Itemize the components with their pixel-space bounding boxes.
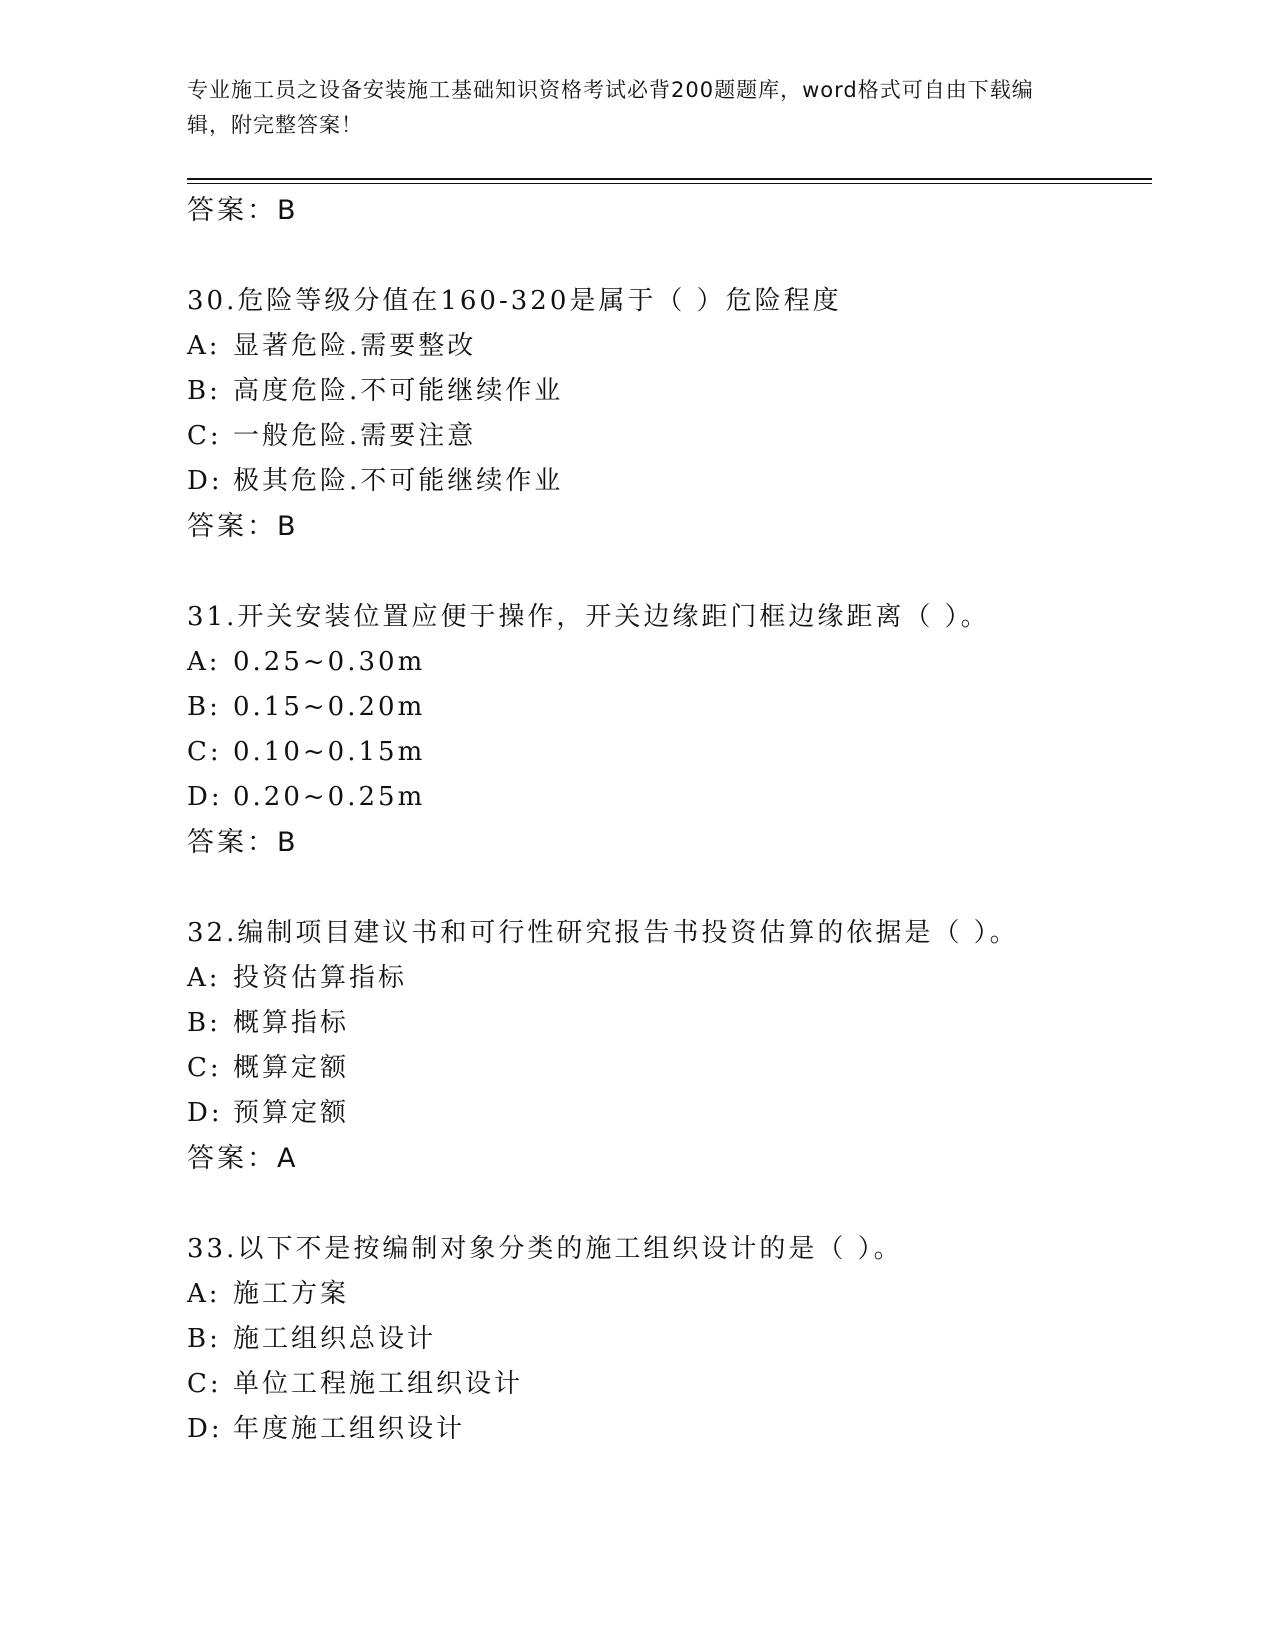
option-d — [187, 1407, 1147, 1452]
option-d — [187, 775, 1147, 820]
question-text: 33.以下不是按编制对象分类的施工组织设计的是（ ）。 — [187, 1234, 903, 1264]
option-text: 投资估算指标 — [233, 963, 408, 993]
option-text: 显著危险.需要整改 — [233, 331, 477, 361]
option-b — [187, 1317, 1147, 1362]
option-text: 高度危险.不可能继续作业 — [233, 376, 564, 406]
question-list — [187, 188, 1147, 1452]
option-text: 一般危险.需要注意 — [233, 421, 477, 451]
option-text: 0.20~0.25m — [233, 782, 426, 812]
option-text: 年度施工组织设计 — [233, 1414, 466, 1444]
option-key: B: — [187, 692, 221, 722]
question-text: 31.开关安装位置应便于操作，开关边缘距门框边缘距离（ ）。 — [187, 602, 990, 632]
option-c — [187, 1046, 1147, 1091]
option-c — [187, 1362, 1147, 1407]
option-key: C: — [187, 1369, 222, 1399]
option-key: A: — [187, 963, 221, 993]
option-key: A: — [187, 647, 221, 677]
header-divider-thin — [187, 183, 1152, 184]
option-text: 施工方案 — [233, 1279, 350, 1309]
option-key: D: — [187, 466, 223, 496]
option-b — [187, 685, 1147, 730]
option-text: 单位工程施工组织设计 — [233, 1369, 524, 1399]
option-key: C: — [187, 737, 222, 767]
option-text: 0.10~0.15m — [233, 737, 426, 767]
option-text: 极其危险.不可能继续作业 — [233, 466, 564, 496]
document-header: 专业施工员之设备安装施工基础知识资格考试必背200题题库，word格式可自由下载编辑，附完整答案！ — [187, 78, 1034, 137]
question-block — [187, 595, 1147, 865]
option-text: 0.25~0.30m — [233, 647, 426, 677]
option-text: 预算定额 — [233, 1098, 350, 1128]
option-b — [187, 1001, 1147, 1046]
question-text: 32.编制项目建议书和可行性研究报告书投资估算的依据是（ ）。 — [187, 918, 1019, 948]
option-key: A: — [187, 1279, 221, 1309]
option-a — [187, 956, 1147, 1001]
answer-line: 答案：B — [187, 827, 299, 858]
option-key: D: — [187, 782, 223, 812]
option-text: 0.15~0.20m — [233, 692, 426, 722]
option-d — [187, 459, 1147, 504]
question-text: 30.危险等级分值在160-320是属于（ ）危险程度 — [187, 286, 842, 316]
option-text: 施工组织总设计 — [233, 1324, 437, 1354]
option-key: D: — [187, 1098, 223, 1128]
option-d — [187, 1091, 1147, 1136]
answer-line: 答案：B — [187, 195, 299, 226]
option-key: B: — [187, 1324, 221, 1354]
answer-line: 答案：B — [187, 511, 299, 542]
option-key: C: — [187, 1053, 222, 1083]
answer-line: 答案：A — [187, 1143, 299, 1174]
option-c — [187, 730, 1147, 775]
option-b — [187, 369, 1147, 414]
question-block — [187, 1227, 1147, 1452]
option-key: A: — [187, 331, 221, 361]
option-c — [187, 414, 1147, 459]
header-divider — [187, 178, 1152, 180]
option-a — [187, 324, 1147, 369]
option-text: 概算指标 — [233, 1008, 350, 1038]
question-block — [187, 279, 1147, 549]
option-text: 概算定额 — [233, 1053, 350, 1083]
option-key: B: — [187, 1008, 221, 1038]
option-a — [187, 1272, 1147, 1317]
option-a — [187, 640, 1147, 685]
option-key: B: — [187, 376, 221, 406]
option-key: D: — [187, 1414, 223, 1444]
option-key: C: — [187, 421, 222, 451]
question-block — [187, 911, 1147, 1181]
